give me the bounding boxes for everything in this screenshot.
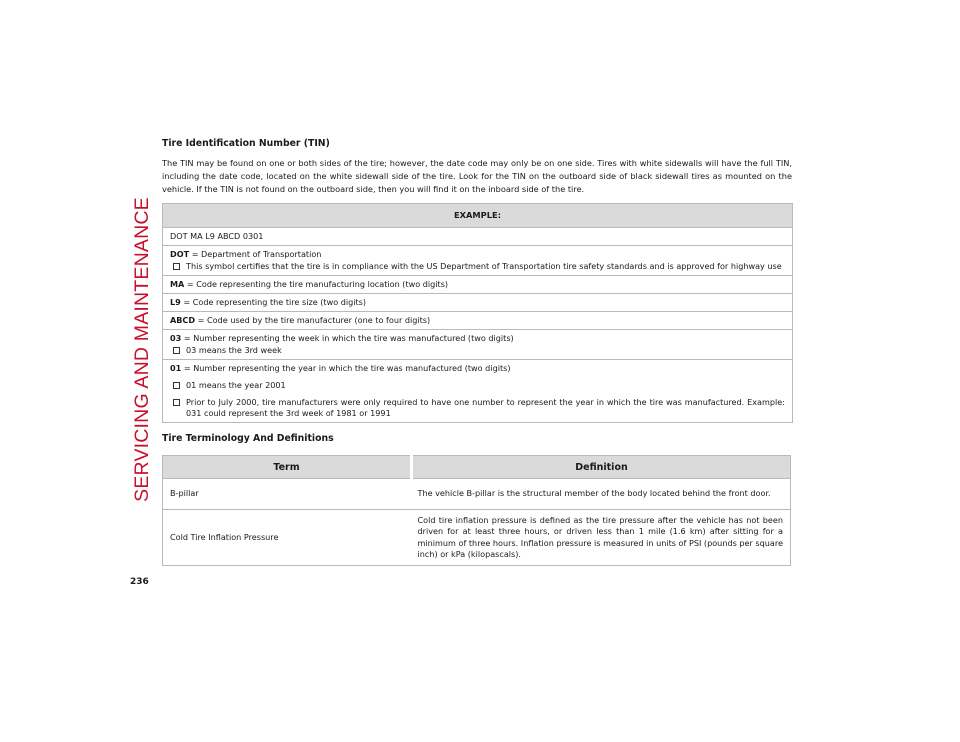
code-label: DOT [170,249,190,259]
bullet-text: This symbol certifies that the tire is in compliance with the US Department of Transportation tire safety standards and is approved for highway use [186,261,782,271]
example-row [163,359,792,422]
code-description: = Department of Transportation [189,249,322,259]
example-row-text: DOT MA L9 ABCD 0301 [170,231,264,241]
term-column-header: Term [163,456,412,479]
definition-column-header: Definition [412,456,791,479]
bullet-item [170,261,785,272]
terminology-table-header [163,456,791,479]
tin-intro-paragraph: The TIN may be found on one or both sides of the tire; however, the date code may only be on one side. Tires with white sidewalls will have the full TIN, including the date code, located on the white sidewall side of the tire. Look for the TIN on the outboard side of black sidewall tires as mounted on the vehicle. If the TIN is not found on the outboard side, then you will find it on the inboard side of the tire. [162,158,792,194]
example-row [163,329,792,359]
code-label: 03 [170,333,182,343]
code-description: = Number representing the year in which the tire was manufactured (two digits) [181,363,511,373]
code-description: = Number representing the week in which the tire was manufactured (two digits) [181,333,514,343]
definition-cell: The vehicle B-pillar is the structural member of the body located behind the front door. [412,479,791,510]
example-row [163,245,792,275]
terminology-table [162,455,791,566]
term-cell: Cold Tire Inflation Pressure [163,510,412,566]
bullet-item [170,345,785,356]
table-row [163,479,791,510]
bullet-text: 01 means the year 2001 [186,380,286,390]
section-title-vertical [129,133,155,565]
definition-cell: Cold tire inflation pressure is defined as the tire pressure after the vehicle has not been driven for at least three hours, or driven less than 1 mile (1.6 km) after sitting for a minimum of three hours. Inflation pressure is measured in units of PSI (pounds per square inch) or kPa (kilopascals). [412,510,791,566]
tin-heading: Tire Identification Number (TIN) [162,138,330,149]
terminology-heading: Tire Terminology And Definitions [162,433,334,444]
code-label: L9 [170,297,181,307]
code-description: = Code used by the tire manufacturer (one to four digits) [195,315,431,325]
square-bullet-icon [173,382,180,389]
page-content [162,138,792,566]
example-row [163,227,792,245]
example-table [162,203,793,423]
table-row [163,510,791,566]
example-row [163,293,792,311]
term-cell: B-pillar [163,479,412,510]
code-label: ABCD [170,315,196,325]
example-row [163,311,792,329]
square-bullet-icon [173,263,180,270]
code-label: 01 [170,363,182,373]
square-bullet-icon [173,399,180,406]
bullet-item [170,397,785,419]
code-description: = Code representing the tire manufacturing location (two digits) [184,279,449,289]
page-number: 236 [130,577,149,587]
section-title-text: SERVICING AND MAINTENANCE [130,196,153,502]
code-description: = Code representing the tire size (two digits) [180,297,367,307]
square-bullet-icon [173,347,180,354]
example-row [163,275,792,293]
bullet-item [170,380,785,391]
example-table-header: EXAMPLE: [163,204,792,227]
code-label: MA [170,279,185,289]
bullet-text: Prior to July 2000, tire manufacturers were only required to have one number to represent the year in which the tire was manufactured. Example: 031 could represent the 3rd week of 1981 or 1991 [186,397,785,418]
bullet-text: 03 means the 3rd week [186,345,282,355]
